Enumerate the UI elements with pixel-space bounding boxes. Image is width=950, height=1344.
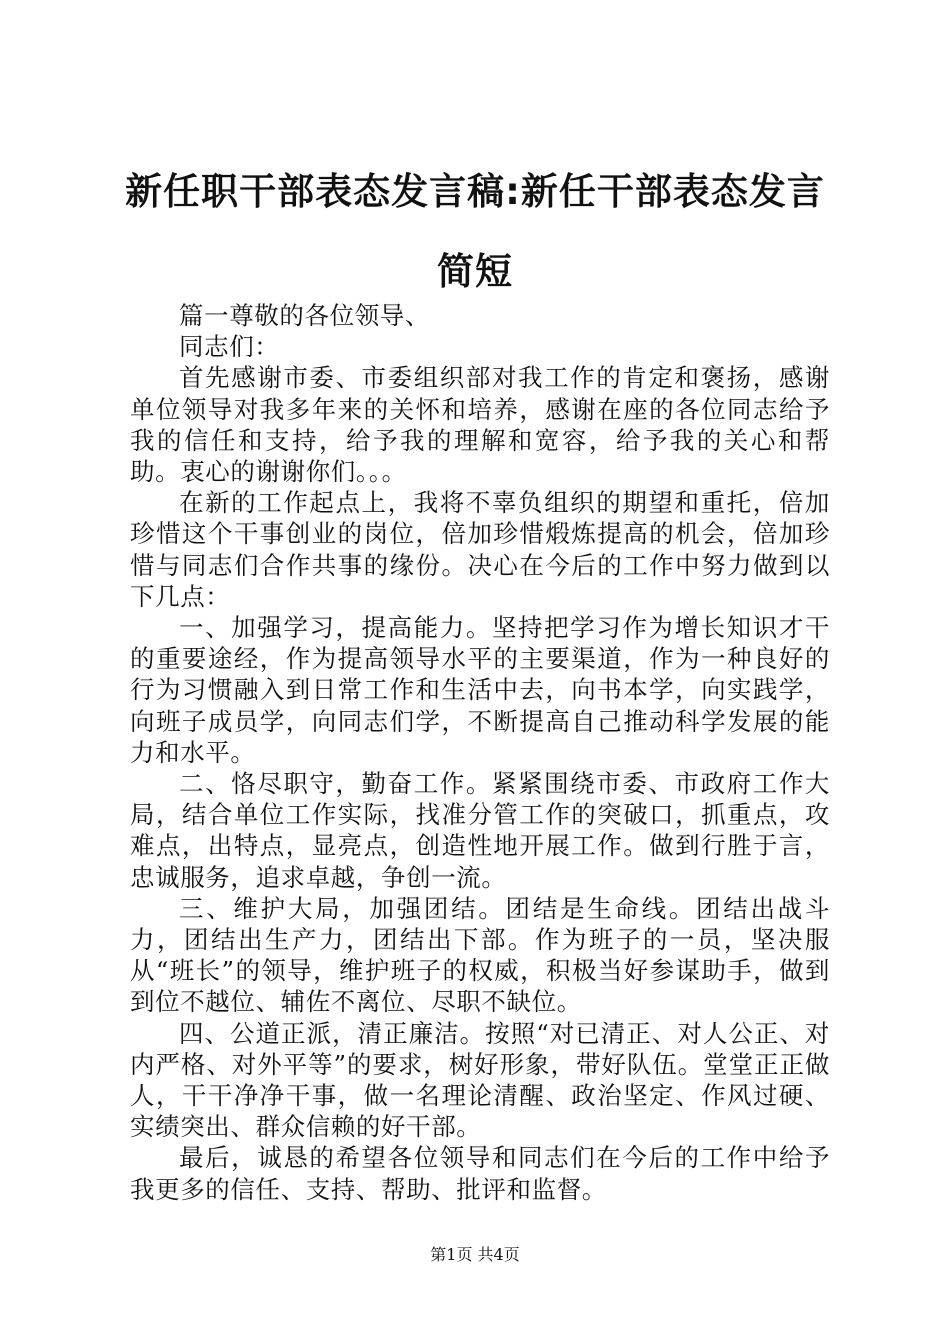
paragraph-point-4: 四、公道正派，清正廉洁。按照“对已清正、对人公正、对内严格、对外平等”的要求，树好形象，带好队伍。堂堂正正做人，干干净净干事，做一名理论清醒、政治坚定、作风过硬、实绩突出、群众信赖的好干部。 (130, 1018, 830, 1142)
paragraph-salutation-2: 同志们： (179, 332, 280, 362)
paragraph-thanks: 首先感谢市委、市委组织部对我工作的肯定和褒扬，感谢单位领导对我多年来的关怀和培养，感谢在座的各位同志给予我的信任和支持，给予我的理解和宽容，给予我的关心和帮助。衷心的谢谢你们。。。 (130, 363, 830, 487)
paragraph-point-3: 三、维护大局，加强团结。团结是生命线。团结出战斗力，团结出生产力，团结出下部。作为班子的一员，坚决服从“班长”的领导，维护班子的权威，积极当好参谋助手，做到到位不越位、辅佐不离位、尽职不缺位。 (130, 893, 830, 1017)
paragraph-commitment: 在新的工作起点上，我将不辜负组织的期望和重托，倍加珍惜这个干事创业的岗位，倍加珍惜煅炼提高的机会，倍加珍惜与同志们合作共事的缘份。决心在今后的工作中努力做到以下几点： (130, 488, 830, 611)
paragraph-point-1: 一、加强学习，提高能力。坚持把学习作为增长知识才干的重要途经，作为提高领导水平的主要渠道，作为一种良好的行为习惯融入到日常工作和生活中去，向书本学，向实践学，向班子成员学，向同志们学，不断提高自己推动科学发展的能力和水平。 (130, 613, 830, 767)
document-body (130, 300, 830, 1205)
paragraph-closing: 最后，诚恳的希望各位领导和同志们在今后的工作中给予我更多的信任、支持、帮助、批评和监督。 (130, 1143, 830, 1204)
document-title: 新任职干部表态发言稿:新任干部表态发言简短 (125, 170, 825, 293)
paragraph-salutation-1: 篇一尊敬的各位领导、 (179, 301, 430, 330)
paragraph-point-2: 二、恪尽职守，勤奋工作。紧紧围绕市委、市政府工作大局，结合单位工作实际，找准分管工作的突破口，抓重点，攻难点，出特点，显亮点，创造性地开展工作。做到行胜于言，忠诚服务，追求卓越，争创一流。 (130, 769, 830, 892)
page-number-footer: 第1页 共4页 (430, 1245, 520, 1264)
